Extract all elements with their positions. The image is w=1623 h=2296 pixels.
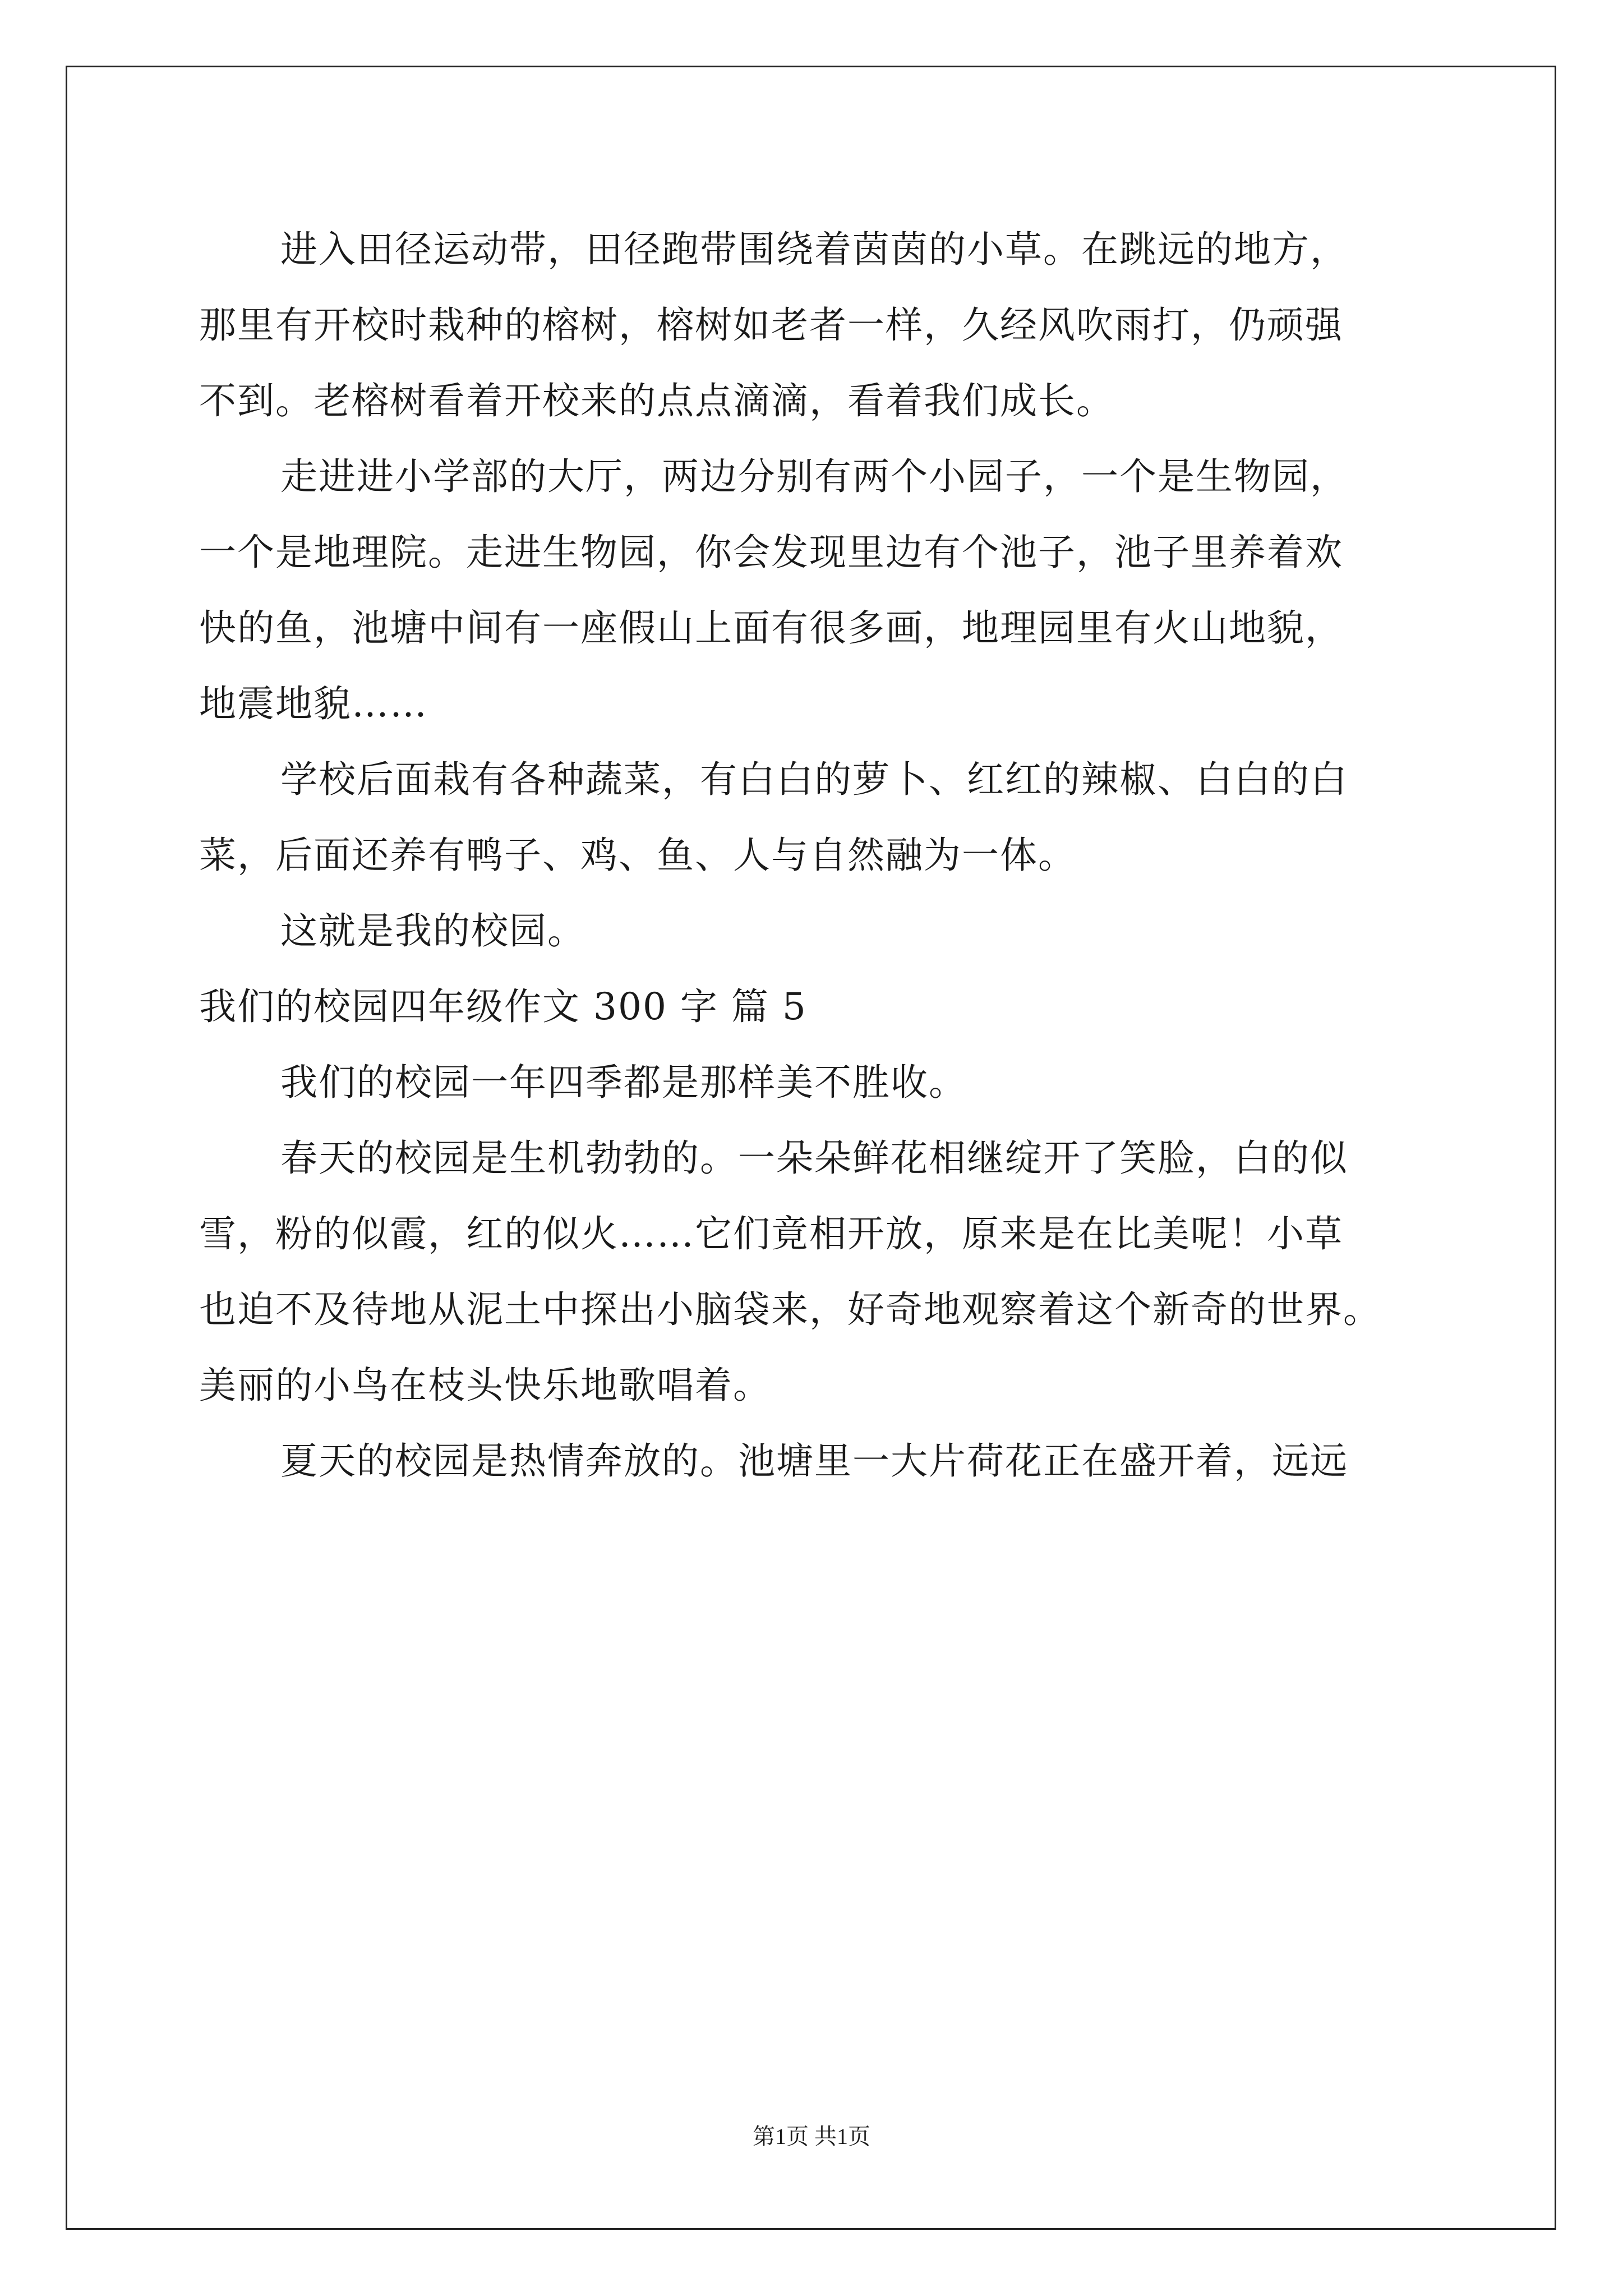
paragraph-line: 一个是地理院。走进生物园，你会发现里边有个池子，池子里养着欢 (199, 531, 1343, 574)
page-number-footer: 第1页 共1页 (753, 2124, 870, 2149)
paragraph-line: 不到。老榕树看着开校来的点点滴滴，看着我们成长。 (199, 379, 1114, 422)
paragraph-line: 地震地貌…… (199, 682, 428, 725)
paragraph-line: 快的鱼，池塘中间有一座假山上面有很多画，地理园里有火山地貌， (199, 606, 1343, 650)
section-heading: 我们的校园四年级作文 300 字 篇 5 (199, 985, 807, 1028)
paragraph-line: 我们的校园一年四季都是那样美不胜收。 (280, 1061, 967, 1104)
paragraph-line: 走进进小学部的大厅，两边分别有两个小园子，一个是生物园， (280, 455, 1348, 498)
paragraph-line: 也迫不及待地从泥土中探出小脑袋来，好奇地观察着这个新奇的世界。 (199, 1288, 1381, 1331)
paragraph-line: 菜，后面还养有鸭子、鸡、鱼、人与自然融为一体。 (199, 834, 1076, 877)
paragraph-line: 那里有开校时栽种的榕树，榕树如老者一样，久经风吹雨打，仍顽强 (199, 303, 1343, 347)
paragraph-line: 这就是我的校园。 (280, 909, 585, 953)
paragraph-line: 春天的校园是生机勃勃的。一朵朵鲜花相继绽开了笑脸，白的似 (280, 1137, 1348, 1180)
paragraph-line: 夏天的校园是热情奔放的。池塘里一大片荷花正在盛开着，远远 (280, 1439, 1348, 1483)
paragraph-line: 进入田径运动带，田径跑带围绕着茵茵的小草。在跳远的地方， (280, 228, 1348, 271)
paragraph-line: 美丽的小鸟在枝头快乐地歌唱着。 (199, 1364, 771, 1407)
paragraph-line: 学校后面栽有各种蔬菜，有白白的萝卜、红红的辣椒、白白的白 (280, 758, 1348, 801)
paragraph-line: 雪，粉的似霞，红的似火……它们竟相开放，原来是在比美呢！小草 (199, 1212, 1343, 1255)
